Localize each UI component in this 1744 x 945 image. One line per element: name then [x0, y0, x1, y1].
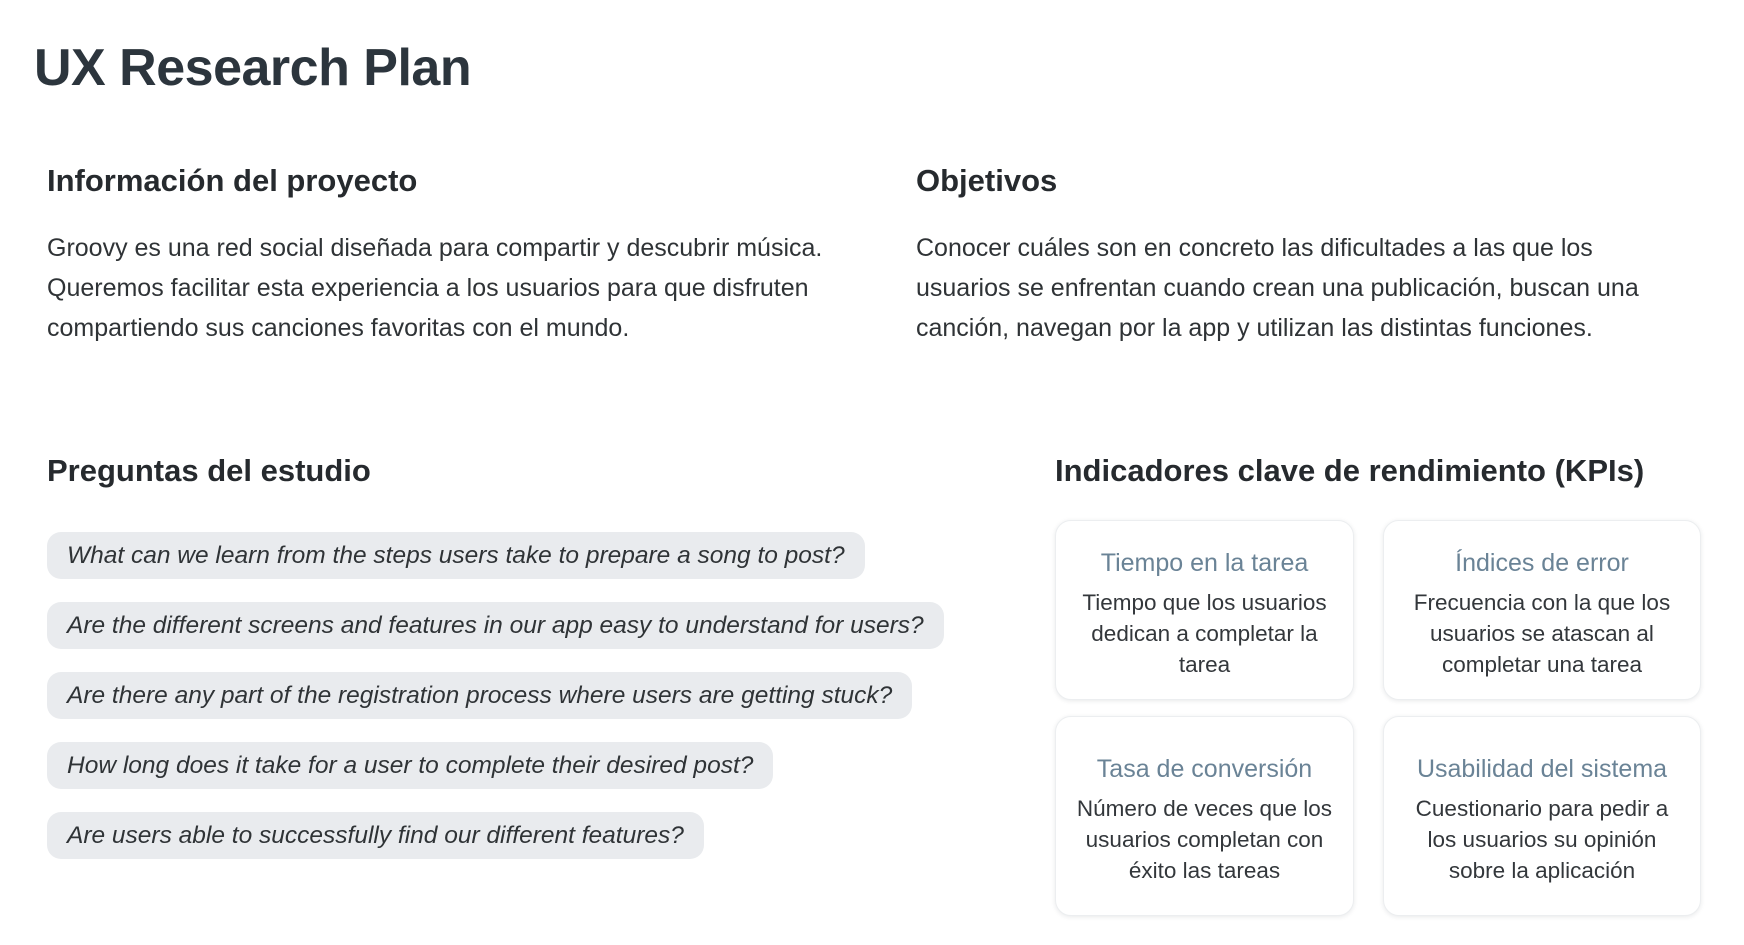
kpi-card-description: Cuestionario para pedir a los usuarios su opinión sobre la aplicación: [1415, 796, 1669, 883]
study-question: Are users able to successfully find our different features?: [47, 812, 704, 859]
study-question: What can we learn from the steps users take to prepare a song to post?: [47, 532, 865, 579]
kpi-card-description: Frecuencia con la que los usuarios se atascan al completar una tarea: [1413, 590, 1671, 677]
kpi-card-title: Tasa de conversión: [1096, 755, 1313, 783]
kpi-card-error-rate: [1383, 520, 1701, 700]
kpi-card-system-usability: [1383, 716, 1701, 916]
objectives-body: Conocer cuáles son en concreto las dificultades a las que los usuarios se enfrentan cuando crean una publicación, buscan una canción, navegan por la app y utilizan las distintas funciones.: [916, 234, 1639, 342]
kpi-card-description: Tiempo que los usuarios dedican a completar la tarea: [1082, 590, 1327, 677]
kpi-card-time-on-task: [1055, 520, 1354, 700]
study-questions-heading: Preguntas del estudio: [47, 453, 371, 488]
study-question: How long does it take for a user to complete their desired post?: [47, 742, 773, 789]
study-question: Are the different screens and features in our app easy to understand for users?: [47, 602, 944, 649]
project-info-heading: Información del proyecto: [47, 163, 418, 198]
kpi-card-conversion-rate: [1055, 716, 1354, 916]
kpis-heading: Indicadores clave de rendimiento (KPIs): [1055, 453, 1645, 488]
kpi-card-description: Número de veces que los usuarios completan con éxito las tareas: [1076, 796, 1333, 883]
kpi-card-title: Índices de error: [1455, 549, 1629, 577]
project-info-body: Groovy es una red social diseñada para compartir y descubrir música. Queremos facilitar esta experiencia a los usuarios para que disfruten compartiendo sus canciones favoritas con el mundo.: [47, 234, 823, 342]
objectives-heading: Objetivos: [916, 163, 1058, 198]
study-question: Are there any part of the registration process where users are getting stuck?: [47, 672, 912, 719]
kpi-card-title: Tiempo en la tarea: [1100, 549, 1309, 577]
study-questions-list: [47, 532, 1007, 882]
kpi-card-title: Usabilidad del sistema: [1416, 755, 1668, 783]
page-title: UX Research Plan: [34, 39, 472, 97]
